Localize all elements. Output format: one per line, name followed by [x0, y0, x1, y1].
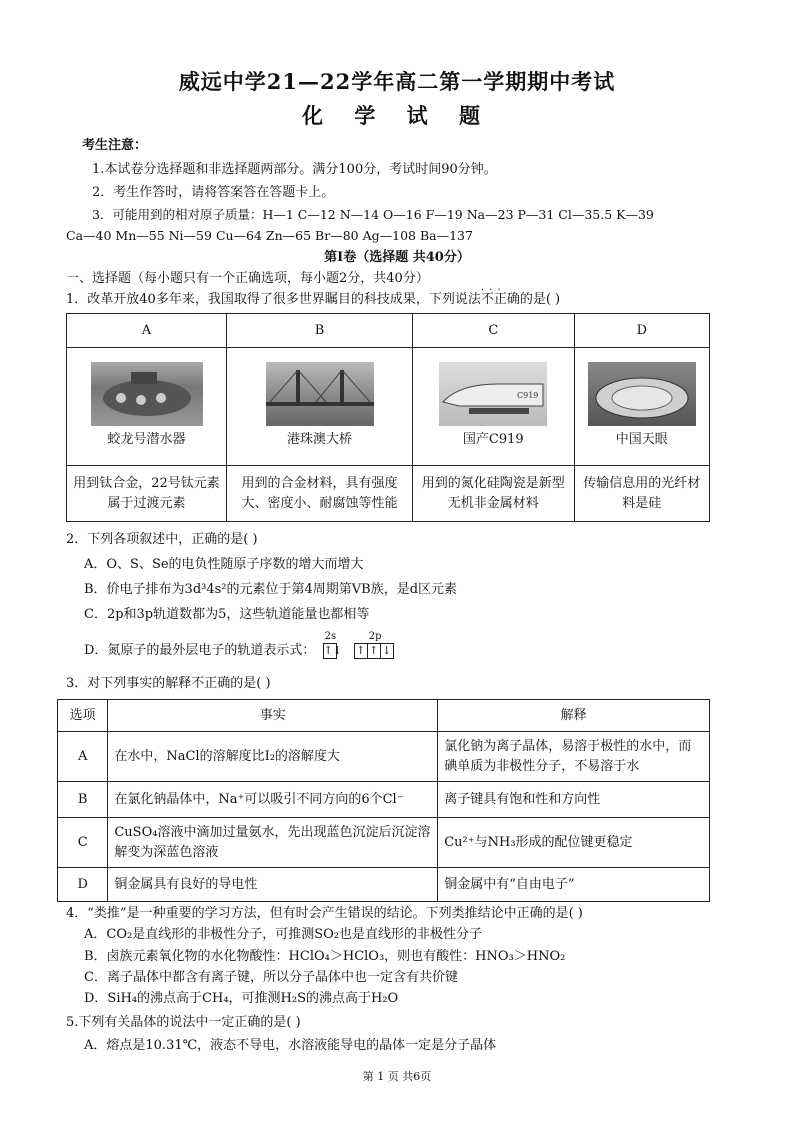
q2-option-b: B．价电子排布为3d³4s²的元素位于第4周期第VB族，是d区元素 [84, 582, 458, 597]
q1-header-d: D [574, 314, 709, 348]
q1-caption-b: 港珠澳大桥 [286, 431, 352, 447]
aircraft-figure [439, 362, 547, 426]
q1-stem-post: 的是( ) [519, 292, 561, 307]
q1-stem [66, 290, 560, 310]
q3-row-a-explanation: 氯化钠为离子晶体，易溶于极性的水中，而碘单质为非极性分子，不易溶于水 [438, 732, 710, 782]
q1-statement-c: 用到的氮化硅陶瓷是新型无机非金属材料 [413, 466, 575, 522]
orbital-2s-box: ↑↓ [323, 643, 343, 657]
q3-row-b-option: B [58, 782, 108, 818]
bridge-figure [266, 362, 374, 426]
q2-option-c: C．2p和3p轨道数都为5，这些轨道能量也都相等 [84, 607, 370, 622]
q3-row-d-option: D [58, 868, 108, 902]
q1-header-b: B [227, 314, 413, 348]
q3-row-d-explanation: 铜金属中有“自由电子” [438, 868, 710, 902]
submarine-image [91, 362, 203, 426]
orbital-2s-label: 2s [324, 631, 337, 642]
q1-image-cell-b [227, 348, 413, 466]
q1-image-cell-d [574, 348, 709, 466]
orbital-2p-box-1: ↑ [354, 643, 368, 659]
q3-header-fact: 事实 [108, 700, 438, 732]
q1-stem-pre: 1．改革开放40多年来，我国取得了很多世界瞩目的科技成果，下列说法 [66, 292, 481, 307]
q3-stem: 3．对下列事实的解释不正确的是( ) [66, 676, 271, 691]
q1-table [66, 313, 710, 522]
telescope-image [588, 362, 696, 426]
q4-option-d: D．SiH₄的沸点高于CH₄，可推测H₂S的沸点高于H₂O [84, 991, 399, 1006]
q3-header-option: 选项 [58, 700, 108, 732]
bridge-image [266, 362, 374, 426]
q3-row-b-fact: 在氯化钠晶体中，Na⁺可以吸引不同方向的6个Cl⁻ [108, 782, 438, 818]
q1-statement-a: 用到钛合金，22号钛元素属于过渡元素 [67, 466, 227, 522]
q3-row-c-option: C [58, 818, 108, 868]
notice-item-1: 1.本试卷分选择题和非选择题两部分。满分100分，考试时间90分钟。 [92, 162, 497, 177]
q1-caption-a: 蛟龙号潜水器 [107, 431, 186, 447]
aircraft-image [439, 362, 547, 426]
q1-header-a: A [67, 314, 227, 348]
q1-caption-c: 国产C919 [462, 431, 524, 447]
subject-title: 化 学 试 题 [302, 103, 492, 128]
q3-row-c-fact: CuSO₄溶液中滴加过量氨水，先出现蓝色沉淀后沉淀溶解变为深蓝色溶液 [108, 818, 438, 868]
notice-item-2: 2．考生作答时，请将答案答在答题卡上。 [92, 185, 335, 200]
q1-image-cell-c [413, 348, 575, 466]
notice-item-3-cont: Ca—40 Mn—55 Ni—59 Cu—64 Zn—65 Br—80 Ag—108 Ba—137 [66, 228, 473, 243]
q1-statement-d: 传输信息用的光纤材料是硅 [574, 466, 709, 522]
notice-item-3: 3．可能用到的相对原子质量：H—1 C—12 N—14 O—16 F—19 Na—23 P—31 Cl—35.5 K—39 [92, 207, 654, 222]
q1-statement-b: 用到的合金材料，具有强度大、密度小、耐腐蚀等性能 [227, 466, 413, 522]
q3-row-c-explanation: Cu²⁺与NH₃形成的配位键更稳定 [438, 818, 710, 868]
submarine-figure [91, 362, 203, 426]
svg-text:C919: C919 [517, 390, 539, 400]
telescope-figure [588, 362, 696, 426]
exam-title: 威远中学21—22学年高二第一学期期中考试 [178, 69, 616, 94]
q5-stem: 5.下列有关晶体的说法中一定正确的是( ) [66, 1015, 301, 1030]
q4-stem: 4．“类推”是一种重要的学习方法，但有时会产生错误的结论。下列类推结论中正确的是( ) [66, 906, 583, 921]
part-title: 一、选择题（每小题只有一个正确选项，每小题2分，共40分） [66, 271, 429, 286]
q5-option-a: A．熔点是10.31℃，液态不导电，水溶液能导电的晶体一定是分子晶体 [84, 1038, 497, 1053]
q2-option-d-text: D．氮原子的最外层电子的轨道表示式： [84, 643, 316, 658]
q3-header-explanation: 解释 [438, 700, 710, 732]
q4-option-a: A．CO₂是直线形的非极性分子，可推测SO₂也是直线形的非极性分子 [84, 927, 482, 942]
q4-option-b: B．卤族元素氧化物的水化物酸性：HClO₄＞HClO₃，则也有酸性：HNO₃＞HNO₂ [84, 949, 566, 964]
section-title: 第Ⅰ卷（选择题 共40分） [324, 250, 470, 265]
q3-row-d-fact: 铜金属具有良好的导电性 [108, 868, 438, 902]
q2-stem: 2．下列各项叙述中，正确的是( ) [66, 532, 258, 547]
q3-row-a-fact: 在水中，NaCl的溶解度比I₂的溶解度大 [108, 732, 438, 782]
orbital-diagram-2s [323, 631, 343, 661]
q1-header-c: C [413, 314, 575, 348]
orbital-2p-box-3: ↓ [380, 643, 394, 659]
q2-option-a: A．O、S、Se的电负性随原子序数的增大而增大 [84, 557, 364, 572]
q3-row-a-option: A [58, 732, 108, 782]
q3-row-b-explanation: 离子键具有饱和性和方向性 [438, 782, 710, 818]
orbital-diagram-2p [355, 631, 394, 661]
q4-option-c: C．离子晶体中都含有离子键，所以分子晶体中也一定含有共价键 [84, 970, 458, 985]
q1-caption-d: 中国天眼 [615, 431, 668, 447]
orbital-2p-label: 2p [368, 631, 382, 642]
q3-table [57, 699, 710, 902]
q1-stem-emphasis: 不正确 · · · [481, 292, 520, 307]
orbital-2p-box-2: ↑ [367, 643, 381, 659]
page-footer: 第 1 页 共6页 [362, 1070, 432, 1083]
q1-image-cell-a [67, 348, 227, 466]
notice-label: 考生注意： [82, 138, 148, 153]
q2-option-d [84, 631, 394, 661]
